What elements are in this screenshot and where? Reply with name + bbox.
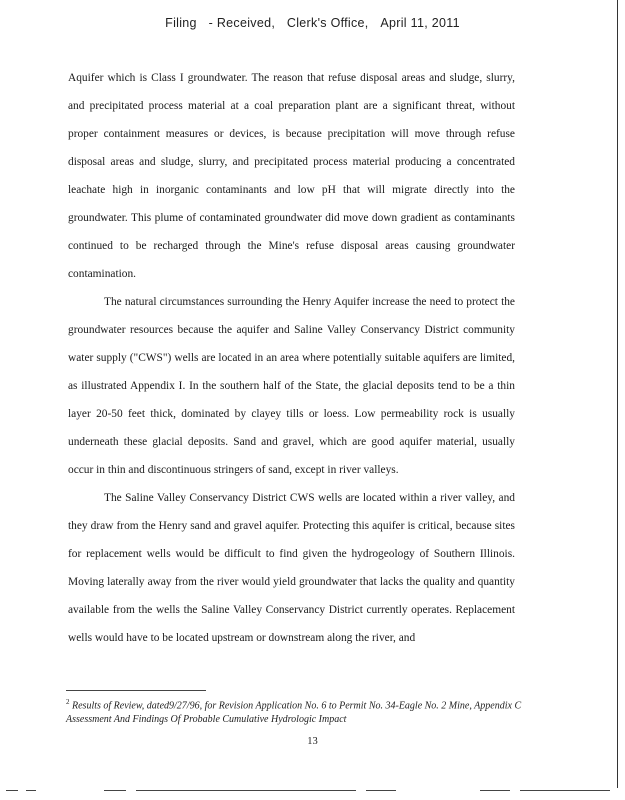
- header-received: - Received,: [208, 16, 276, 30]
- footnote: [66, 695, 536, 727]
- header-date: April 11, 2011: [380, 16, 460, 30]
- footnote-text: Results of Review, dated9/27/96, for Revision Application No. 6 to Permit No. 34-Eagle No. 2 Mine, Appendix C Assessment And Findings Of Probable Cumulative Hydrologic Impact: [66, 700, 522, 726]
- page-number: 13: [307, 736, 318, 747]
- footnote-marker: 2: [66, 698, 70, 706]
- paragraph-saline-valley: The Saline Valley Conservancy District CWS wells are located within a river valley, and they draw from the Henry sand and gravel aquifer. Protecting this aquifer is critical, because sites for replacement wells would be difficult to find given the hydrogeology of Southern Illinois. Moving laterally away from the river would yield groundwater that lacks the quality and quantity available from the wells the Saline Valley Conservancy District currently operates. Replacement wells would have to be located upstream or downstream along the river, and: [68, 492, 515, 644]
- page-right-edge: [617, 0, 618, 788]
- header-office: Clerk's Office,: [286, 16, 369, 30]
- paragraph-aquifer-continued: Aquifer which is Class I groundwater. The reason that refuse disposal areas and sludge, slurry, and precipitated process material at a coal preparation plant are a significant threat, without proper containment measures or devices, is because precipitation will move through refuse disposal areas and sludge, slurry, and precipitated process material producing a concentrated leachate high in inorganic contaminants and low pH that will migrate directly into the groundwater. This plume of contaminated groundwater did move down gradient as contaminants continued to be recharged through the Mine's refuse disposal areas causing groundwater contamination.: [68, 72, 515, 280]
- scan-artifact-lines: [0, 790, 625, 792]
- header-filing: Filing: [165, 16, 197, 30]
- footnote-rule: [66, 690, 206, 691]
- paragraph-natural-circumstances: The natural circumstances surrounding the Henry Aquifer increase the need to protect the groundwater resources because the aquifer and Saline Valley Conservancy District community water supply ("CWS") wells are located in an area where potentially suitable aquifers are limited, as illustrated Appendix I. In the southern half of the State, the glacial deposits tend to be a thin layer 20-50 feet thick, dominated by clayey tills or loess. Low permeability rock is usually underneath these glacial deposits. Sand and gravel, which are good aquifer material, usually occur in thin and discontinuous stringers of sand, except in river valleys.: [68, 296, 515, 476]
- document-body: [68, 64, 515, 652]
- filing-header: [0, 16, 625, 30]
